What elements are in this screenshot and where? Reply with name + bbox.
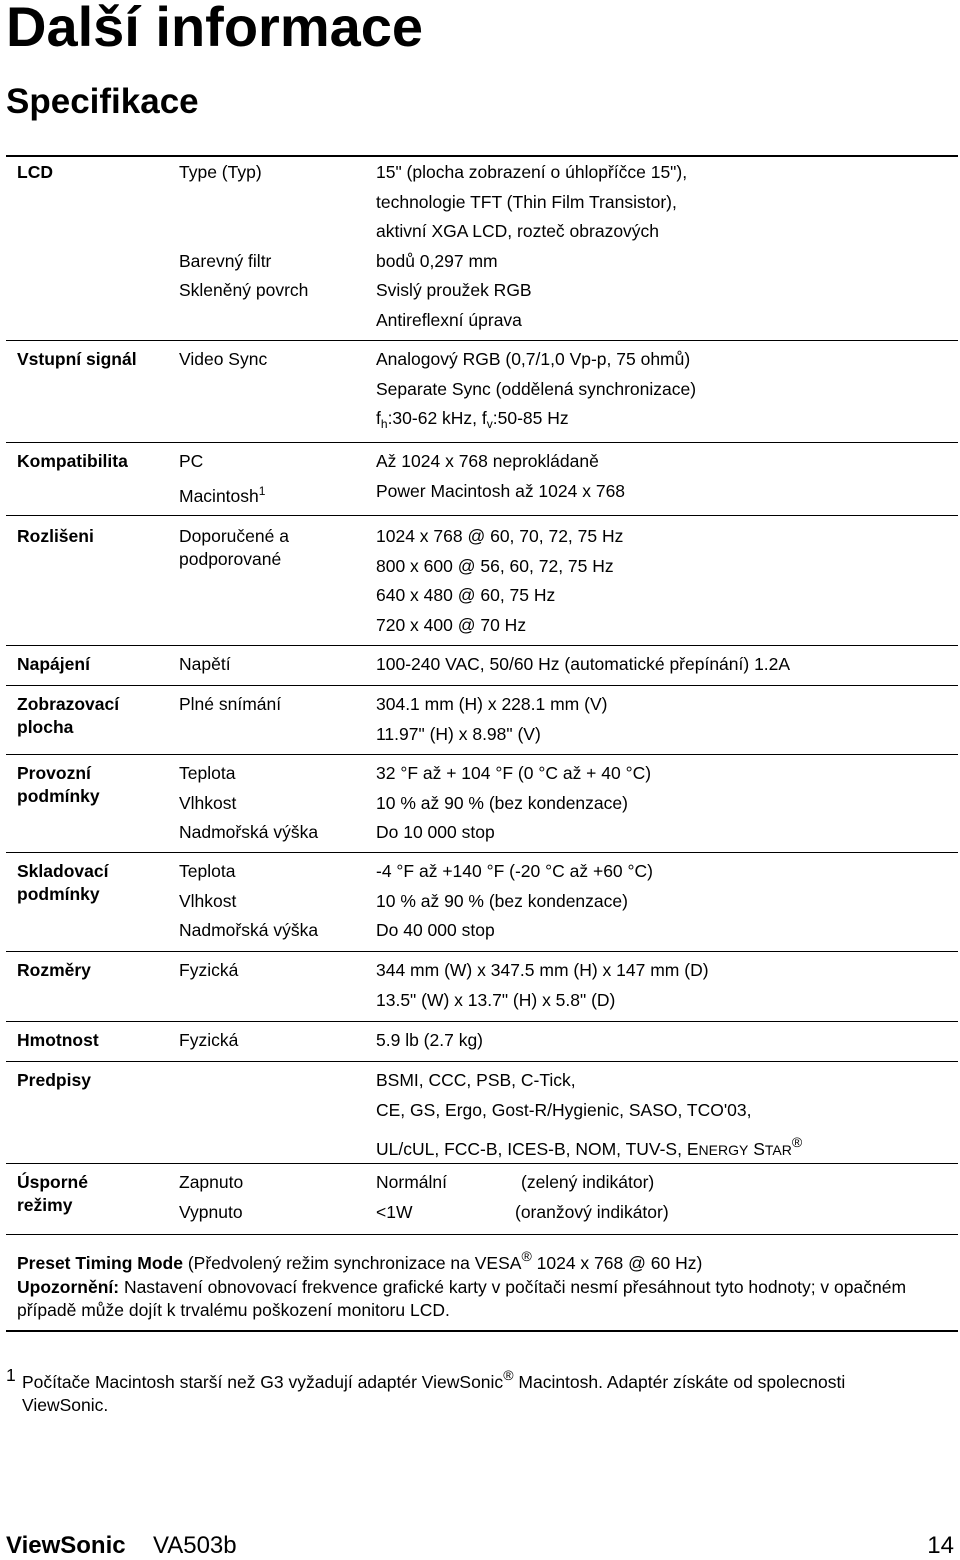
row-divider [6, 442, 958, 443]
row-values [376, 690, 956, 749]
row-divider [6, 1021, 958, 1022]
footer-model: VA503b [153, 1532, 237, 1559]
row-values [376, 1168, 956, 1227]
param-spacer [179, 217, 369, 247]
row-divider [6, 1163, 958, 1164]
row-values [376, 759, 956, 848]
row-label: Predpisy [17, 1070, 91, 1090]
row-label: Rozměry [17, 960, 91, 980]
frequency-value: $f_h:30-62$ kHz, $f_v:50-85$ Hz [376, 408, 569, 431]
value: Analogový RGB (0,7/1,0 Vp-p, 75 ohmů) [376, 349, 691, 369]
row-label: Napájení [17, 654, 90, 674]
row-values [376, 956, 956, 1015]
param: PC [179, 451, 204, 471]
value: 1024 x 768 @ 60, 70, 72, 75 Hz [376, 526, 624, 546]
row-divider [6, 852, 958, 853]
row-divider [6, 754, 958, 755]
value: -4 °F až +140 °F (-20 °C až +60 °C) [376, 861, 653, 881]
param: Doporučené a [179, 526, 289, 546]
row-label: Rozlišeni [17, 526, 94, 546]
page-number: 14 [927, 1532, 954, 1559]
value: 344 mm (W) x 347.5 mm (H) x 147 mm (D) [376, 960, 709, 980]
row-divider [6, 645, 958, 646]
footnote-number: 1 [6, 1365, 16, 1385]
row-divider [6, 340, 958, 341]
footnote-text: Počítače Macintosh starší než G3 vyžadují adaptér ViewSonic® Macintosh. Adaptér získáte od spolecnosti ViewSonic. [22, 1367, 846, 1415]
value: Až 1024 x 768 neprokládaně [376, 451, 599, 471]
value: Svislý proužek RGB [376, 280, 532, 300]
param: Video Sync [179, 349, 268, 369]
value: <1W (oranžový indikátor) [376, 1198, 956, 1228]
param: Zapnuto [179, 1172, 244, 1192]
param: Plné snímání [179, 694, 282, 714]
row-divider [6, 1061, 958, 1062]
param: Fyzická [179, 960, 239, 980]
value: Power Macintosh až 1024 x 768 [376, 480, 626, 501]
row-label: Úsporné režimy [17, 1172, 88, 1215]
value: 304.1 mm (H) x 228.1 mm (V) [376, 694, 608, 714]
row-values [376, 857, 956, 946]
row-params [179, 650, 369, 680]
param: Vlhkost [179, 890, 237, 911]
row-params [179, 158, 369, 306]
value: Normální (zelený indikátor) [376, 1168, 956, 1198]
value: CE, GS, Ergo, Gost-R/Hygienic, SASO, TCO'03, [376, 1099, 752, 1120]
value: 720 x 400 @ 70 Hz [376, 614, 527, 635]
table-top-rule [6, 155, 958, 157]
param: podporované [179, 549, 282, 569]
row-values [376, 345, 956, 440]
value: bodů 0,297 mm [376, 250, 498, 271]
row-params [179, 447, 369, 511]
warning-note: Upozornění: Nastavení obnovovací frekvence grafické karty v počítači nesmí přesáhnout tyto hodnoty; v opačném případě může dojít k trvalému poškození monitoru LCD. [17, 1277, 907, 1320]
value: aktivní XGA LCD, rozteč obrazových [376, 221, 660, 241]
param: Nadmořská výška [179, 822, 319, 842]
row-values [376, 158, 956, 335]
indicator-label: (oranžový indikátor) [515, 1201, 669, 1222]
row-divider [6, 1234, 958, 1235]
param: Vlhkost [179, 792, 237, 813]
row-params [179, 956, 369, 986]
value: 800 x 600 @ 56, 60, 72, 75 Hz [376, 555, 614, 576]
value: Antireflexní úprava [376, 309, 522, 330]
param-spacer [179, 188, 369, 218]
row-divider [6, 685, 958, 686]
value: 13.5" (W) x 13.7" (H) x 5.8" (D) [376, 989, 616, 1010]
row-params [179, 759, 369, 848]
registered-mark: ® [521, 1248, 532, 1264]
row-label: Vstupní signál [17, 349, 137, 369]
row-values [376, 650, 956, 680]
row-label: Provozní podmínky [17, 763, 100, 806]
footnote-marker: 1 [258, 483, 266, 498]
param: Teplota [179, 861, 236, 881]
row-label: Hmotnost [17, 1030, 99, 1050]
row-label: Skladovací podmínky [17, 861, 109, 904]
value: 15" (plocha zobrazení o úhlopříčce 15"), [376, 162, 688, 182]
section-title: Specifikace [6, 82, 199, 121]
footnote [6, 1364, 936, 1417]
value: 5.9 lb (2.7 kg) [376, 1030, 483, 1050]
row-values [376, 522, 956, 640]
param: Skleněný povrch [179, 280, 309, 300]
value: 10 % až 90 % (bez kondenzace) [376, 792, 628, 813]
row-params [179, 857, 369, 946]
row-params [179, 690, 369, 720]
row-values [376, 1026, 956, 1056]
value: 10 % až 90 % (bez kondenzace) [376, 890, 628, 911]
row-values [376, 1066, 956, 1166]
param: Teplota [179, 763, 236, 783]
registered-mark: ® [503, 1367, 514, 1383]
value: BSMI, CCC, PSB, C-Tick, [376, 1070, 576, 1090]
row-params [179, 525, 369, 571]
note-label: Upozornění: [17, 1277, 120, 1297]
row-label: LCD [17, 162, 53, 182]
value: Separate Sync (oddělená synchronizace) [376, 378, 697, 399]
value: UL/cUL, FCC-B, ICES-B, NOM, TUV-S, ENERGY STAR® [376, 1134, 803, 1159]
value: technologie TFT (Thin Film Transistor), [376, 191, 677, 212]
row-params [179, 1168, 369, 1227]
param: Macintosh$^1$ [179, 483, 266, 506]
value: 11.97" (H) x 8.98" (V) [376, 723, 541, 744]
row-label: Kompatibilita [17, 451, 128, 471]
param: Type (Typ) [179, 162, 262, 182]
value: Do 40 000 stop [376, 920, 495, 940]
value: 100-240 VAC, 50/60 Hz (automatické přepínání) 1.2A [376, 654, 791, 674]
value: Do 10 000 stop [376, 822, 495, 842]
row-values [376, 447, 956, 506]
note-label: Preset Timing Mode [17, 1253, 183, 1273]
param: Fyzická [179, 1030, 239, 1050]
row-label: Zobrazovací plocha [17, 694, 120, 737]
value: 640 x 480 @ 60, 75 Hz [376, 585, 556, 605]
value: 32 °F až + 104 °F (0 °C až + 40 °C) [376, 763, 652, 783]
footer-brand: ViewSonic [6, 1532, 126, 1559]
indicator-label: (zelený indikátor) [521, 1172, 655, 1192]
param: Nadmořská výška [179, 920, 319, 940]
page-title: Další informace [6, 0, 424, 58]
row-divider [6, 951, 958, 952]
param: Barevný filtr [179, 250, 272, 271]
preset-timing-note: Preset Timing Mode (Předvolený režim synchronizace na VESA® 1024 x 768 @ 60 Hz) [17, 1248, 703, 1273]
registered-mark: ® [791, 1134, 803, 1150]
param: Vypnuto [179, 1201, 243, 1222]
param: Napětí [179, 654, 231, 674]
row-params [179, 345, 369, 375]
row-divider [6, 515, 958, 516]
row-params [179, 1026, 369, 1056]
table-bottom-rule [6, 1330, 958, 1332]
